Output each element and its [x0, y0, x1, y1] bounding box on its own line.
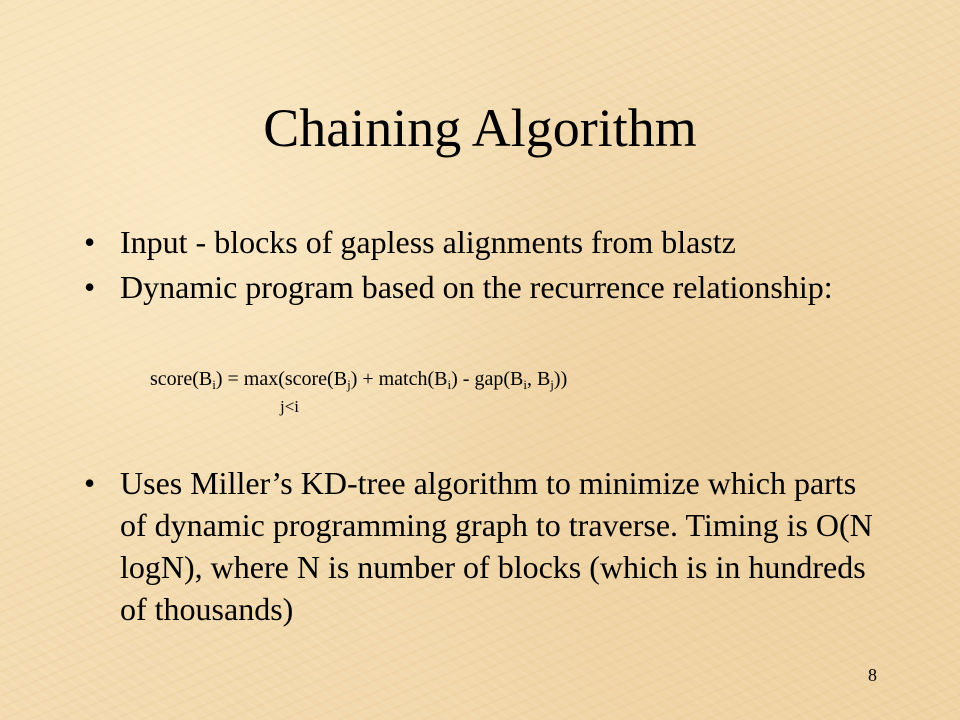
formula-part: ) = max(score(B	[215, 368, 348, 390]
bullet-item-dynamic-program	[84, 266, 884, 308]
formula-underset: j<i	[280, 397, 300, 416]
bullet-icon: •	[84, 269, 96, 305]
page-number: 8	[868, 665, 877, 685]
bullet-text: Uses Miller’s KD-tree algorithm to minimize which parts of dynamic programming graph to traverse. Timing is O(N logN), where N is number of blocks (which is in hundreds of thousands)	[120, 465, 873, 627]
formula-subscript: i	[212, 377, 216, 392]
bullet-text: Dynamic program based on the recurrence relationship:	[120, 269, 833, 305]
bullet-icon: •	[84, 465, 96, 501]
formula-subscript: j	[347, 377, 351, 392]
bullet-text: Input - blocks of gapless alignments from blastz	[120, 224, 736, 260]
formula-part: ) + match(B	[350, 368, 448, 390]
recurrence-formula	[150, 366, 567, 392]
formula-part: ) - gap(B	[451, 368, 524, 390]
formula-part: , B	[526, 368, 551, 390]
formula-part: score(B	[150, 368, 213, 390]
formula-part: ))	[553, 368, 568, 390]
formula-subscript: j	[550, 377, 554, 392]
bullet-item-input	[84, 221, 884, 263]
formula-subscript: i	[523, 377, 527, 392]
slide-title: Chaining Algorithm	[263, 98, 697, 158]
bullet-item-kd-tree	[84, 462, 884, 630]
formula-subscript: i	[447, 377, 452, 392]
bullet-icon: •	[84, 224, 96, 260]
